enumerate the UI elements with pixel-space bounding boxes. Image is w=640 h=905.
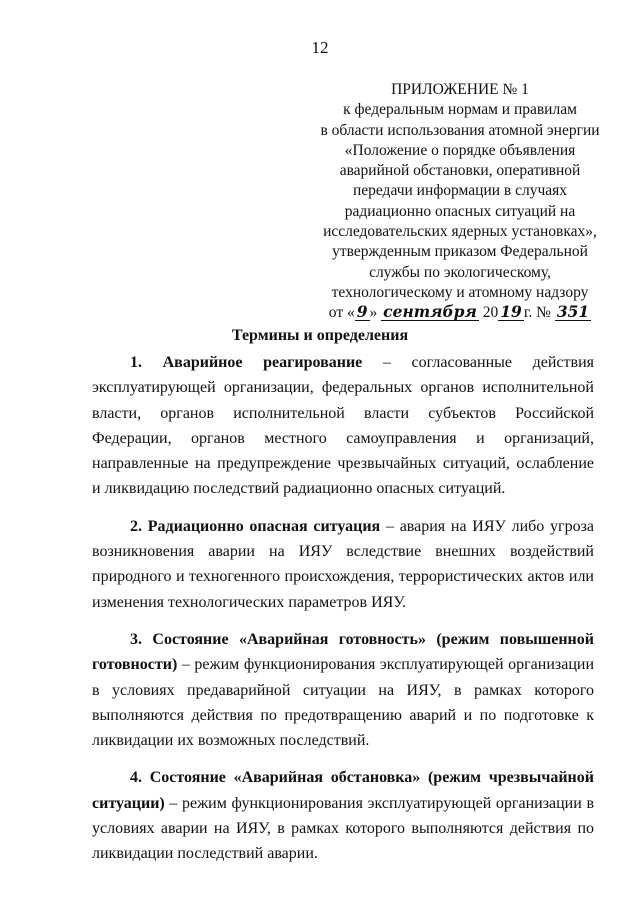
definition-paragraph bbox=[92, 350, 594, 502]
appendix-line: службы по экологическому, bbox=[369, 263, 551, 281]
definition-term: 2. Радиационно опасная ситуация bbox=[130, 517, 381, 535]
order-date-line bbox=[300, 303, 620, 323]
appendix-line: утвержденным приказом Федеральной bbox=[332, 243, 588, 261]
date-year-prefix: 20 bbox=[482, 304, 499, 322]
appendix-line: в области использования атомной энергии bbox=[320, 121, 600, 139]
definition-paragraph bbox=[92, 627, 594, 753]
definitions-body bbox=[92, 350, 594, 879]
appendix-line: передачи информации в случаях bbox=[352, 182, 568, 200]
appendix-line: технологическому и атомному надзору bbox=[331, 283, 589, 301]
appendix-line: аварийной обстановки, оперативной bbox=[339, 162, 581, 180]
appendix-line: к федеральным нормам и правилам bbox=[343, 101, 577, 119]
definition-paragraph bbox=[92, 765, 594, 866]
handwritten-year: 19 bbox=[500, 302, 522, 322]
appendix-title: ПРИЛОЖЕНИЕ № 1 bbox=[391, 81, 529, 98]
page-number: 12 bbox=[311, 38, 329, 57]
definition-text: – авария на ИЯУ либо угроза возникновения аварии на ИЯУ вследствие внешних воздействий природного и техногенного происхождения, террористических актов или изменения технологических параметров ИЯУ. bbox=[92, 517, 594, 611]
section-title: Термины и определения bbox=[231, 327, 409, 344]
handwritten-month: сентября bbox=[383, 302, 477, 322]
definition-paragraph bbox=[92, 514, 594, 615]
handwritten-day: 9 bbox=[356, 302, 368, 322]
appendix-line: исследовательских ядерных установках», bbox=[323, 223, 597, 241]
definition-term: 4. Состояние «Аварийная обстановка» (режим чрезвычайной ситуации) bbox=[92, 769, 594, 812]
appendix-block bbox=[300, 80, 620, 324]
definition-term: 3. Состояние «Аварийная готовность» (режим повышенной готовности) bbox=[92, 630, 594, 674]
appendix-line: радиационно опасных ситуаций на bbox=[344, 202, 576, 220]
date-number-label: г. № bbox=[523, 304, 551, 322]
date-mid: » bbox=[369, 304, 378, 322]
definition-text: – режим функционирования эксплуатирующей организации в условиях предаварийной ситуации на ИЯУ, в рамках которого выполняются действия по предотвращению аварий и по подготовке к ликвидации их возможных последствий. bbox=[92, 656, 594, 750]
definition-term: 1. Аварийное реагирование bbox=[130, 354, 363, 371]
handwritten-order-number: 351 bbox=[556, 302, 590, 322]
appendix-line: «Положение о порядке объявления bbox=[344, 141, 576, 159]
definition-text: – согласованные действия эксплуатирующей организации, федеральных органов исполнительной власти, органов исполнительной власти субъектов Российской Федерации, органов местного самоуправления и организаций, направленные на предупреждение чрезвычайных ситуаций, ослабление и ликвидацию последствий радиационно опасных ситуаций. bbox=[92, 354, 595, 498]
definition-text: – режим функционирования эксплуатирующей организации в условиях аварии на ИЯУ, в рамках которого выполняются действия по ликвидации последствий аварии. bbox=[92, 794, 594, 863]
date-prefix: от « bbox=[328, 304, 355, 322]
